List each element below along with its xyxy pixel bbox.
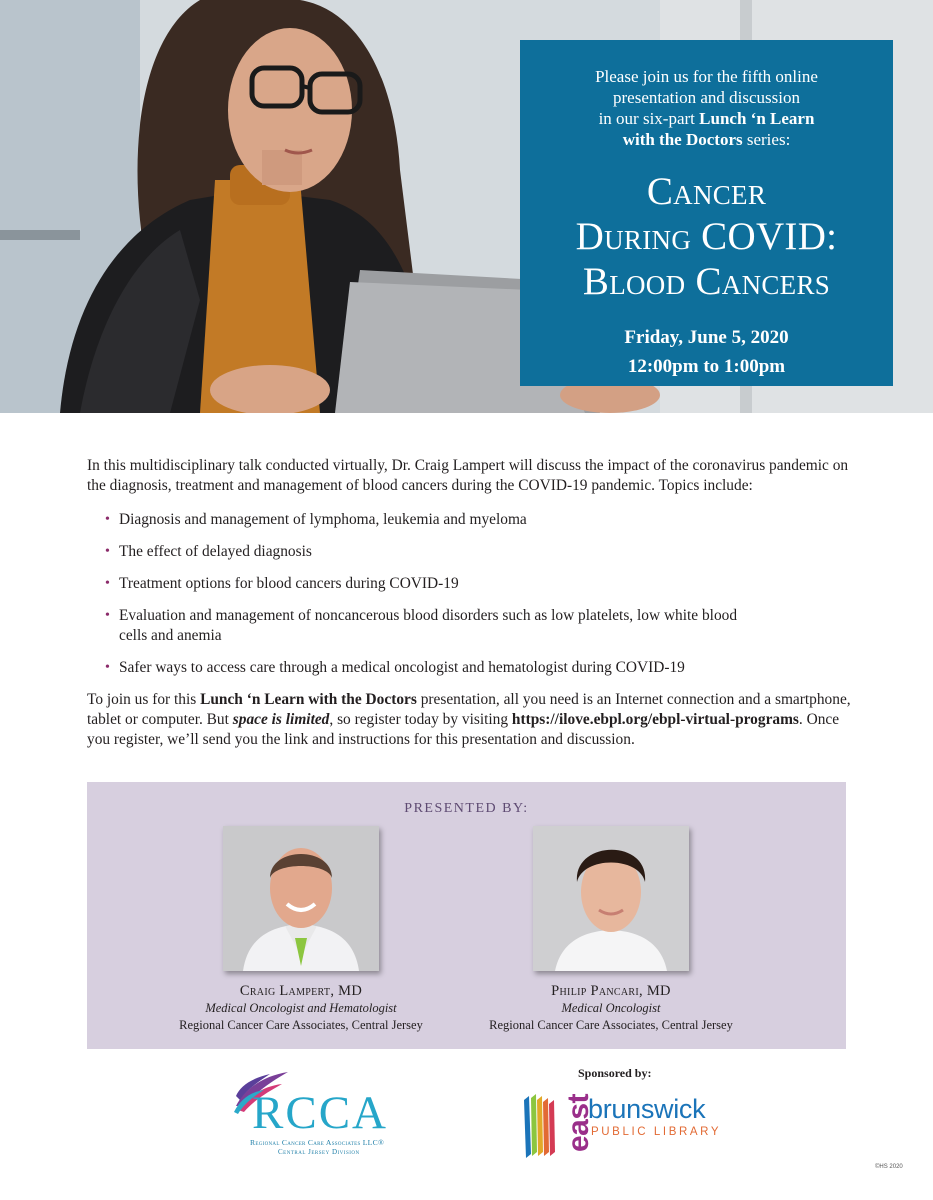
intro-line: Please join us for the fifth online (595, 67, 818, 86)
rcca-division: Central Jersey Division (278, 1148, 360, 1156)
copyright-note: ©HS 2020 (875, 1164, 903, 1170)
presenter-role: Medical Oncologist and Hematologist (205, 1001, 397, 1015)
presenters-panel (87, 782, 846, 1049)
intro-line: series: (746, 130, 791, 149)
event-date: Friday, June 5, 2020 (624, 327, 789, 348)
bullet-icon: • (105, 512, 110, 527)
registration-paragraph (87, 690, 857, 750)
ebpl-logo (522, 1088, 722, 1160)
event-intro (557, 66, 857, 150)
series-name: with the Doctors (622, 130, 743, 149)
presenter-card (141, 826, 461, 1034)
bullet-icon: • (105, 660, 110, 675)
presenter-photo (533, 826, 689, 971)
registration-text: . Once you register, we’ll send you the link and instructions for this presentation and discussion. (87, 711, 840, 748)
title-line: Blood Cancers (582, 260, 831, 303)
registration-link[interactable]: https://ilove.ebpl.org/ebpl-virtual-programs (511, 711, 799, 728)
presenter-name: Philip Pancari, MD (551, 983, 671, 999)
event-when (520, 323, 893, 381)
list-item (105, 542, 857, 562)
doctor-portrait-icon (533, 826, 689, 971)
series-name: Lunch ‘n Learn with the Doctors (200, 691, 417, 708)
space-limited-note: space is limited (232, 711, 330, 728)
bullet-icon: • (105, 608, 110, 623)
topic-text: Safer ways to access care through a medical oncologist and hematologist during COVID-19 (119, 659, 685, 676)
ebpl-east-word: east (562, 1093, 595, 1152)
event-title (520, 170, 893, 305)
registration-text: presentation, all you need is an Internet connection and a smartphone, tablet or computer. But (87, 691, 851, 728)
rcca-logo (230, 1066, 430, 1156)
presenter-name: Craig Lampert, MD (239, 983, 363, 999)
list-item (105, 658, 857, 678)
rcca-wordmark: RCCA (252, 1087, 388, 1139)
bullet-icon: • (105, 544, 110, 559)
bullet-icon: • (105, 576, 110, 591)
intro-line: in our six-part (598, 109, 695, 128)
topic-text: Evaluation and management of noncancerous blood disorders such as low platelets, low white blood cells and anemia (119, 607, 738, 644)
topic-text: Treatment options for blood cancers during COVID-19 (119, 575, 459, 592)
topic-text: Diagnosis and management of lymphoma, leukemia and myeloma (119, 511, 527, 528)
title-line: Cancer (646, 170, 767, 213)
event-promo-box (520, 40, 893, 386)
books-icon (522, 1092, 556, 1158)
presenter-organization: Regional Cancer Care Associates, Central Jersey (489, 1018, 733, 1032)
intro-line: presentation and discussion (613, 88, 800, 107)
presenter-card (451, 826, 771, 1034)
rcca-full-name: Regional Cancer Care Associates LLC® (250, 1138, 385, 1147)
presenter-role: Medical Oncologist (561, 1001, 661, 1015)
ebpl-brunswick-word: brunswick (588, 1094, 706, 1124)
presenter-photo (223, 826, 379, 971)
hero-banner (0, 0, 933, 413)
series-name: Lunch ‘n Learn (699, 109, 815, 128)
registration-text: To join us for this (87, 691, 201, 708)
event-description (87, 456, 857, 750)
topic-list (105, 510, 857, 678)
list-item (105, 510, 857, 530)
event-time: 12:00pm to 1:00pm (627, 356, 786, 377)
presenter-organization: Regional Cancer Care Associates, Central Jersey (179, 1018, 423, 1032)
sponsored-by-label: Sponsored by: (578, 1066, 652, 1080)
ebpl-library-word: PUBLIC LIBRARY (591, 1126, 722, 1138)
list-item (105, 574, 857, 594)
title-line: During COVID: (575, 215, 838, 258)
doctor-portrait-icon (223, 826, 379, 971)
registration-text: , so register today by visiting (329, 711, 512, 728)
intro-paragraph: In this multidisciplinary talk conducted virtually, Dr. Craig Lampert will discuss the impact of the coronavirus pandemic on the diagnosis, treatment and management of blood cancers during the COVID-19 pandemic. Topics include: (87, 457, 849, 494)
list-item (105, 606, 765, 646)
presenters-heading: PRESENTED BY: (404, 801, 529, 816)
topic-text: The effect of delayed diagnosis (119, 543, 312, 560)
